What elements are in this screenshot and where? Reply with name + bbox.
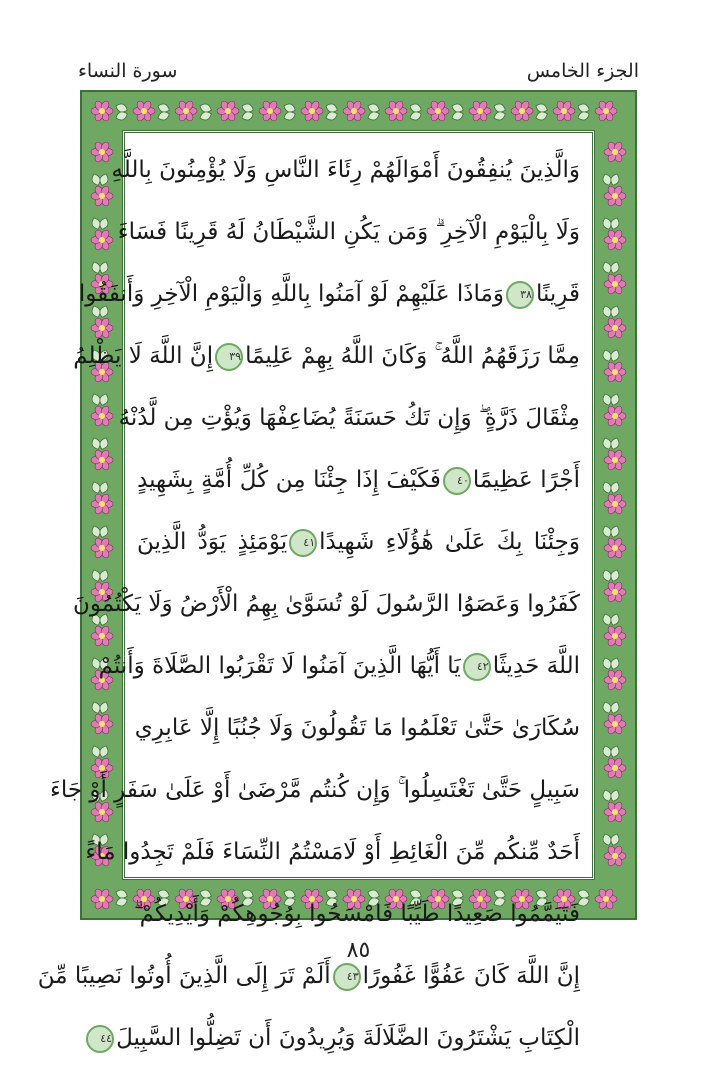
leaf-ornament xyxy=(609,789,621,803)
verse-line xyxy=(73,325,580,387)
flower-ornament xyxy=(604,273,626,296)
flower-ornament xyxy=(604,229,626,252)
verse-line xyxy=(111,139,580,201)
flower-ornament xyxy=(91,537,113,560)
leaf-ornament xyxy=(98,173,110,187)
leaf-ornament xyxy=(609,569,621,583)
verse-text: أَحَدٌ مِّنكُم مِّنَ الْغَائِطِ أَوْ لَامَسْتُمُ النِّسَاءَ فَلَمْ تَجِدُوا مَاءً xyxy=(85,839,580,865)
verse-text: اللَّهَ حَدِيثًا xyxy=(492,653,580,679)
flower-ornament xyxy=(604,625,626,648)
verse-text: مِمَّا رَزَقَهُمُ اللَّهُ ۚ وَكَانَ اللَّهُ بِهِمْ عَلِيمًا xyxy=(245,343,580,369)
surah-name: سورة النساء xyxy=(78,60,178,82)
verse-text: أَلَمْ تَرَ إِلَى الَّذِينَ أُوتُوا نَصِيبًا مِّنَ xyxy=(37,963,331,989)
leaf-ornament xyxy=(98,437,110,451)
leaf-ornament xyxy=(115,110,129,122)
leaf-ornament xyxy=(157,110,171,122)
verse-text: وَالَّذِينَ يُنفِقُونَ أَمْوَالَهُمْ رِئَاءَ النَّاسِ وَلَا يُؤْمِنُونَ بِاللَّهِ xyxy=(111,157,580,183)
leaf-ornament xyxy=(609,437,621,451)
leaf-ornament xyxy=(609,349,621,363)
flower-ornament xyxy=(604,493,626,516)
flower-ornament xyxy=(604,141,626,164)
leaf-ornament xyxy=(609,217,621,231)
flower-ornament xyxy=(343,100,365,123)
verse-text: فَكَيْفَ إِذَا جِئْنَا مِن كُلِّ أُمَّةٍ بِشَهِيدٍ xyxy=(137,467,441,493)
juz-name: الجزء الخامس xyxy=(526,60,639,82)
leaf-ornament xyxy=(609,393,621,407)
flower-ornament xyxy=(604,845,626,868)
verse-text: مِثْقَالَ ذَرَّةٍ ۖ وَإِن تَكُ حَسَنَةً يُضَاعِفْهَا وَيُؤْتِ مِن لَّدُنْهُ xyxy=(118,405,580,431)
flower-ornament xyxy=(91,713,113,736)
leaf-ornament xyxy=(199,110,213,122)
flower-ornament xyxy=(91,185,113,208)
page-number: ٨٥ xyxy=(346,938,371,963)
flower-ornament xyxy=(91,100,113,123)
verse-text: وَمَاذَا عَلَيْهِمْ لَوْ آمَنُوا بِاللَّهِ وَالْيَوْمِ الْآخِرِ وَأَنفَقُوا xyxy=(78,281,504,307)
flower-ornament xyxy=(595,888,617,911)
flower-ornament xyxy=(427,100,449,123)
verse-line xyxy=(117,201,580,263)
flower-ornament xyxy=(595,100,617,123)
leaf-ornament xyxy=(609,481,621,495)
ayah-number-marker: ٣٨ xyxy=(506,281,534,309)
flower-ornament xyxy=(385,100,407,123)
ayah-number-marker: ٤١ xyxy=(289,529,317,557)
ayah-number-marker: ٤٤ xyxy=(86,1025,114,1053)
flower-ornament xyxy=(604,405,626,428)
verse-text: يَا أَيُّهَا الَّذِينَ آمَنُوا لَا تَقْرَبُوا الصَّلَاةَ وَأَنتُمْ xyxy=(98,653,461,679)
verse-text: كَفَرُوا وَعَصَوُا الرَّسُولَ لَوْ تُسَوَّىٰ بِهِمُ الْأَرْضُ وَلَا يَكْتُمُونَ xyxy=(72,591,580,617)
flower-ornament xyxy=(91,493,113,516)
leaf-ornament xyxy=(577,110,591,122)
verse-text: إِنَّ اللَّهَ كَانَ عَفُوًّا غَفُورًا xyxy=(362,963,580,989)
verse-line xyxy=(72,573,580,635)
verse-line xyxy=(118,387,580,449)
verse-text: إِنَّ اللَّهَ لَا يَظْلِمُ xyxy=(73,343,214,369)
flower-ornament xyxy=(91,405,113,428)
leaf-ornament xyxy=(609,613,621,627)
flower-ornament xyxy=(604,581,626,604)
leaf-ornament xyxy=(451,110,465,122)
leaf-ornament xyxy=(98,217,110,231)
leaf-ornament xyxy=(609,657,621,671)
flower-ornament xyxy=(91,888,113,911)
leaf-ornament xyxy=(609,833,621,847)
verse-line xyxy=(98,635,580,697)
leaf-ornament xyxy=(609,305,621,319)
verse-text: أَجْرًا عَظِيمًا xyxy=(472,467,580,493)
leaf-ornament xyxy=(98,701,110,715)
leaf-ornament xyxy=(325,110,339,122)
flower-ornament xyxy=(604,669,626,692)
leaf-ornament xyxy=(609,525,621,539)
verse-line xyxy=(85,821,580,883)
leaf-ornament xyxy=(98,393,110,407)
flower-ornament xyxy=(604,361,626,384)
flower-ornament xyxy=(91,449,113,472)
flower-ornament xyxy=(604,537,626,560)
leaf-ornament xyxy=(98,525,110,539)
leaf-ornament xyxy=(283,110,297,122)
ayah-number-marker: ٤٢ xyxy=(463,653,491,681)
leaf-ornament xyxy=(98,745,110,759)
page-header xyxy=(78,56,639,86)
flower-ornament xyxy=(301,100,323,123)
leaf-ornament xyxy=(409,110,423,122)
verse-line xyxy=(137,449,580,511)
leaf-ornament xyxy=(98,481,110,495)
flower-ornament xyxy=(175,100,197,123)
leaf-ornament xyxy=(609,745,621,759)
leaf-ornament xyxy=(115,896,129,908)
flower-ornament xyxy=(604,449,626,472)
verse-text: الْكِتَابِ يَشْتَرُونَ الضَّلَالَةَ وَيُرِيدُونَ أَن تَضِلُّوا السَّبِيلَ xyxy=(116,1025,580,1051)
ayah-number-marker: ٣٩ xyxy=(215,343,243,371)
flower-ornament xyxy=(469,100,491,123)
flower-ornament xyxy=(511,100,533,123)
flower-ornament xyxy=(604,317,626,340)
verse-text: يَوْمَئِذٍ يَوَدُّ الَّذِينَ xyxy=(137,529,288,555)
flower-ornament xyxy=(553,100,575,123)
flower-ornament xyxy=(91,141,113,164)
flower-ornament xyxy=(604,185,626,208)
flower-ornament xyxy=(259,100,281,123)
flower-ornament xyxy=(604,757,626,780)
verse-text: سُكَارَىٰ حَتَّىٰ تَعْلَمُوا مَا تَقُولُونَ وَلَا جُنُبًا إِلَّا عَابِرِي xyxy=(134,715,580,741)
leaf-ornament xyxy=(609,261,621,275)
verse-line xyxy=(50,759,580,821)
ayah-number-marker: ٤٠ xyxy=(443,467,471,495)
verse-text: وَلَا بِالْيَوْمِ الْآخِرِ ۗ وَمَن يَكُنِ الشَّيْطَانُ لَهُ قَرِينًا فَسَاءَ xyxy=(117,219,580,245)
verse-text: قَرِينًا xyxy=(535,281,580,307)
leaf-ornament xyxy=(609,701,621,715)
flower-ornament xyxy=(604,801,626,824)
leaf-ornament xyxy=(241,110,255,122)
verse-text: سَبِيلٍ حَتَّىٰ تَغْتَسِلُوا ۚ وَإِن كُنتُم مَّرْضَىٰ أَوْ عَلَىٰ سَفَرٍ أَوْ جَاءَ xyxy=(50,777,580,803)
verse-text: فَتَيَمَّمُوا صَعِيدًا طَيِّبًا فَامْسَحُوا بِوُجُوهِكُمْ وَأَيْدِيكُمْ ۗ xyxy=(133,901,580,927)
leaf-ornament xyxy=(609,173,621,187)
verse-line xyxy=(100,1007,580,1069)
verse-text: وَجِئْنَا بِكَ عَلَىٰ هَٰؤُلَاءِ شَهِيدًا xyxy=(319,529,580,555)
verse-line xyxy=(137,511,580,573)
flower-ornament xyxy=(133,100,155,123)
ayah-number-marker: ٤٣ xyxy=(333,963,361,991)
flower-ornament xyxy=(604,713,626,736)
flower-ornament xyxy=(91,229,113,252)
leaf-ornament xyxy=(367,110,381,122)
leaf-ornament xyxy=(535,110,549,122)
leaf-ornament xyxy=(493,110,507,122)
verse-line xyxy=(133,883,580,945)
verse-line xyxy=(134,697,580,759)
flower-ornament xyxy=(217,100,239,123)
verse-line xyxy=(78,263,580,325)
